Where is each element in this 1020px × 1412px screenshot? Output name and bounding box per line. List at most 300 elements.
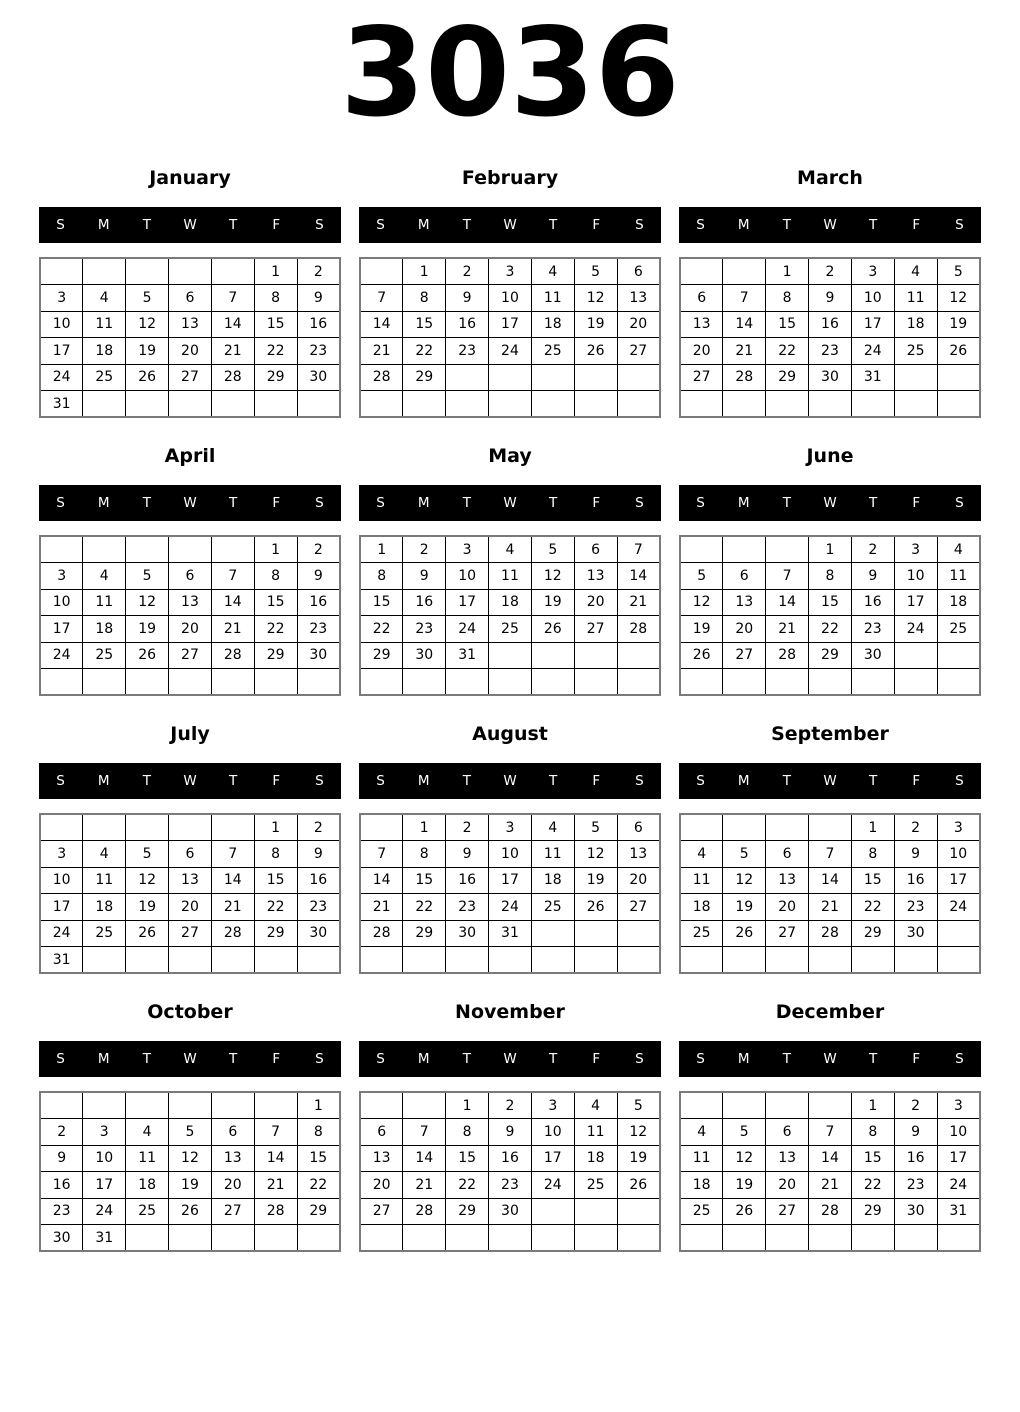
week-row xyxy=(360,589,660,616)
weekday-label: F xyxy=(272,217,281,234)
week-row xyxy=(40,589,340,616)
day-cell: 2 xyxy=(809,258,852,285)
weekday-header-bar xyxy=(39,207,341,243)
weekday-label: W xyxy=(183,773,197,790)
weekday-label: F xyxy=(272,773,281,790)
day-cell: 3 xyxy=(937,814,980,841)
day-cell: 19 xyxy=(531,589,574,616)
week-row xyxy=(360,669,660,696)
day-cell: 28 xyxy=(403,1198,446,1225)
weekday-label: S xyxy=(56,217,65,234)
day-cell: 26 xyxy=(126,642,169,669)
empty-day-cell xyxy=(937,364,980,391)
day-cell: 8 xyxy=(254,563,297,590)
weekday-header-bar xyxy=(359,207,661,243)
day-cell: 30 xyxy=(489,1198,532,1225)
day-cell: 21 xyxy=(723,338,766,365)
week-row xyxy=(40,1092,340,1119)
day-cell: 17 xyxy=(40,894,83,921)
day-cell: 6 xyxy=(211,1119,254,1146)
day-cell: 8 xyxy=(360,563,403,590)
day-cell: 12 xyxy=(169,1145,212,1172)
empty-day-cell xyxy=(360,1225,403,1252)
week-row xyxy=(680,1172,980,1199)
empty-day-cell xyxy=(531,364,574,391)
day-cell: 26 xyxy=(126,364,169,391)
day-cell: 9 xyxy=(894,841,937,868)
empty-day-cell xyxy=(574,1225,617,1252)
day-cell: 19 xyxy=(126,616,169,643)
month-days-table xyxy=(39,257,341,418)
week-row xyxy=(40,867,340,894)
day-cell: 28 xyxy=(254,1198,297,1225)
day-cell: 16 xyxy=(297,311,340,338)
weekday-label: M xyxy=(97,773,110,790)
day-cell: 3 xyxy=(489,258,532,285)
day-cell: 22 xyxy=(254,338,297,365)
empty-day-cell xyxy=(937,669,980,696)
day-cell: 16 xyxy=(40,1172,83,1199)
empty-day-cell xyxy=(403,1092,446,1119)
month-name: June xyxy=(806,445,854,468)
week-row xyxy=(360,1172,660,1199)
day-cell: 19 xyxy=(723,894,766,921)
weekday-label: S xyxy=(955,1051,964,1068)
weekday-label: M xyxy=(737,773,750,790)
weekday-label: S xyxy=(635,495,644,512)
weekday-label: T xyxy=(462,1051,471,1068)
week-row xyxy=(680,642,980,669)
day-cell: 13 xyxy=(617,285,660,312)
weekday-label: T xyxy=(142,773,151,790)
day-cell: 4 xyxy=(531,814,574,841)
day-cell: 24 xyxy=(894,616,937,643)
day-cell: 24 xyxy=(83,1198,126,1225)
day-cell: 29 xyxy=(403,364,446,391)
month-name: January xyxy=(149,167,231,190)
empty-day-cell xyxy=(937,391,980,418)
day-cell: 18 xyxy=(531,311,574,338)
empty-day-cell xyxy=(40,1092,83,1119)
empty-day-cell xyxy=(723,536,766,563)
empty-day-cell xyxy=(40,536,83,563)
month-block xyxy=(679,999,981,1259)
week-row xyxy=(40,338,340,365)
day-cell: 20 xyxy=(360,1172,403,1199)
empty-day-cell xyxy=(126,669,169,696)
month-block xyxy=(39,999,341,1259)
day-cell: 17 xyxy=(40,616,83,643)
day-cell: 20 xyxy=(766,1172,809,1199)
week-row xyxy=(40,1225,340,1252)
month-days-table xyxy=(359,535,661,696)
empty-day-cell xyxy=(894,391,937,418)
day-cell: 15 xyxy=(809,589,852,616)
day-cell: 16 xyxy=(446,867,489,894)
month-block xyxy=(39,165,341,425)
day-cell: 9 xyxy=(446,285,489,312)
day-cell: 20 xyxy=(169,894,212,921)
month-days-table xyxy=(359,813,661,974)
day-cell: 6 xyxy=(680,285,723,312)
weekday-label: S xyxy=(376,1051,385,1068)
day-cell: 21 xyxy=(360,338,403,365)
empty-day-cell xyxy=(489,642,532,669)
day-cell: 21 xyxy=(617,589,660,616)
week-row xyxy=(680,364,980,391)
day-cell: 5 xyxy=(126,841,169,868)
week-row xyxy=(680,867,980,894)
day-cell: 27 xyxy=(617,894,660,921)
week-row xyxy=(40,616,340,643)
empty-day-cell xyxy=(211,669,254,696)
day-cell: 10 xyxy=(894,563,937,590)
day-cell: 15 xyxy=(403,311,446,338)
week-row xyxy=(40,364,340,391)
empty-day-cell xyxy=(937,920,980,947)
day-cell: 14 xyxy=(809,1145,852,1172)
weekday-label: T xyxy=(869,1051,878,1068)
day-cell: 4 xyxy=(937,536,980,563)
day-cell: 7 xyxy=(211,285,254,312)
day-cell: 7 xyxy=(360,841,403,868)
week-row xyxy=(40,1172,340,1199)
weekday-label: M xyxy=(97,495,110,512)
day-cell: 3 xyxy=(937,1092,980,1119)
day-cell: 19 xyxy=(937,311,980,338)
empty-day-cell xyxy=(297,1225,340,1252)
weekday-label: T xyxy=(869,217,878,234)
day-cell: 15 xyxy=(254,589,297,616)
day-cell: 13 xyxy=(766,867,809,894)
empty-day-cell xyxy=(680,1092,723,1119)
day-cell: 27 xyxy=(574,616,617,643)
day-cell: 17 xyxy=(851,311,894,338)
day-cell: 17 xyxy=(446,589,489,616)
weekday-label: M xyxy=(737,495,750,512)
weekday-label: T xyxy=(549,495,558,512)
day-cell: 29 xyxy=(851,1198,894,1225)
weekday-label: T xyxy=(142,1051,151,1068)
week-row xyxy=(40,669,340,696)
empty-day-cell xyxy=(211,391,254,418)
weekday-label: T xyxy=(782,217,791,234)
empty-day-cell xyxy=(40,258,83,285)
day-cell: 11 xyxy=(894,285,937,312)
empty-day-cell xyxy=(766,536,809,563)
empty-day-cell xyxy=(723,814,766,841)
day-cell: 17 xyxy=(894,589,937,616)
day-cell: 29 xyxy=(809,642,852,669)
day-cell: 23 xyxy=(297,338,340,365)
day-cell: 22 xyxy=(403,894,446,921)
week-row xyxy=(40,920,340,947)
day-cell: 3 xyxy=(851,258,894,285)
day-cell: 4 xyxy=(680,841,723,868)
day-cell: 17 xyxy=(937,1145,980,1172)
day-cell: 5 xyxy=(169,1119,212,1146)
day-cell: 25 xyxy=(680,920,723,947)
weekday-header-bar xyxy=(359,763,661,799)
empty-day-cell xyxy=(489,669,532,696)
day-cell: 16 xyxy=(403,589,446,616)
day-cell: 4 xyxy=(126,1119,169,1146)
day-cell: 6 xyxy=(723,563,766,590)
day-cell: 26 xyxy=(169,1198,212,1225)
day-cell: 20 xyxy=(169,616,212,643)
empty-day-cell xyxy=(446,1225,489,1252)
day-cell: 16 xyxy=(809,311,852,338)
day-cell: 15 xyxy=(766,311,809,338)
empty-day-cell xyxy=(894,1225,937,1252)
day-cell: 20 xyxy=(574,589,617,616)
month-name: May xyxy=(488,445,532,468)
day-cell: 2 xyxy=(446,258,489,285)
day-cell: 4 xyxy=(489,536,532,563)
day-cell: 4 xyxy=(680,1119,723,1146)
empty-day-cell xyxy=(169,536,212,563)
day-cell: 11 xyxy=(531,841,574,868)
day-cell: 2 xyxy=(489,1092,532,1119)
weekday-label: T xyxy=(869,773,878,790)
empty-day-cell xyxy=(169,1092,212,1119)
empty-day-cell xyxy=(360,258,403,285)
day-cell: 24 xyxy=(40,364,83,391)
day-cell: 26 xyxy=(126,920,169,947)
week-row xyxy=(680,947,980,974)
empty-day-cell xyxy=(680,536,723,563)
weekday-label: F xyxy=(912,1051,921,1068)
day-cell: 14 xyxy=(360,867,403,894)
weekday-label: T xyxy=(782,773,791,790)
week-row xyxy=(40,311,340,338)
month-block xyxy=(679,721,981,981)
week-row xyxy=(680,616,980,643)
day-cell: 2 xyxy=(40,1119,83,1146)
week-row xyxy=(680,258,980,285)
empty-day-cell xyxy=(680,258,723,285)
day-cell: 19 xyxy=(723,1172,766,1199)
empty-day-cell xyxy=(169,258,212,285)
day-cell: 23 xyxy=(489,1172,532,1199)
day-cell: 22 xyxy=(766,338,809,365)
week-row xyxy=(40,894,340,921)
day-cell: 9 xyxy=(403,563,446,590)
day-cell: 13 xyxy=(360,1145,403,1172)
weekday-label: S xyxy=(696,217,705,234)
day-cell: 24 xyxy=(446,616,489,643)
month-name: August xyxy=(472,723,548,746)
day-cell: 1 xyxy=(851,1092,894,1119)
day-cell: 20 xyxy=(680,338,723,365)
week-row xyxy=(360,311,660,338)
weekday-label: W xyxy=(503,495,517,512)
day-cell: 24 xyxy=(40,642,83,669)
empty-day-cell xyxy=(446,364,489,391)
weekday-label: S xyxy=(635,217,644,234)
day-cell: 7 xyxy=(360,285,403,312)
week-row xyxy=(40,563,340,590)
day-cell: 8 xyxy=(403,841,446,868)
day-cell: 3 xyxy=(446,536,489,563)
day-cell: 3 xyxy=(83,1119,126,1146)
day-cell: 29 xyxy=(446,1198,489,1225)
day-cell: 17 xyxy=(531,1145,574,1172)
empty-day-cell xyxy=(574,669,617,696)
day-cell: 12 xyxy=(126,589,169,616)
day-cell: 1 xyxy=(403,258,446,285)
day-cell: 12 xyxy=(617,1119,660,1146)
week-row xyxy=(360,894,660,921)
empty-day-cell xyxy=(126,814,169,841)
week-row xyxy=(40,642,340,669)
day-cell: 5 xyxy=(937,258,980,285)
day-cell: 1 xyxy=(297,1092,340,1119)
day-cell: 30 xyxy=(446,920,489,947)
empty-day-cell xyxy=(894,642,937,669)
day-cell: 21 xyxy=(211,338,254,365)
weekday-label: M xyxy=(417,217,430,234)
day-cell: 4 xyxy=(531,258,574,285)
weekday-header-bar xyxy=(39,1041,341,1077)
day-cell: 22 xyxy=(809,616,852,643)
week-row xyxy=(360,285,660,312)
empty-day-cell xyxy=(809,947,852,974)
empty-day-cell xyxy=(766,669,809,696)
day-cell: 20 xyxy=(617,311,660,338)
day-cell: 15 xyxy=(254,867,297,894)
empty-day-cell xyxy=(617,391,660,418)
week-row xyxy=(680,285,980,312)
day-cell: 11 xyxy=(83,867,126,894)
months-grid xyxy=(0,165,1020,1259)
day-cell: 27 xyxy=(169,364,212,391)
weekday-label: W xyxy=(503,773,517,790)
empty-day-cell xyxy=(489,391,532,418)
month-days-table xyxy=(359,1091,661,1252)
day-cell: 6 xyxy=(574,536,617,563)
week-row xyxy=(360,1225,660,1252)
day-cell: 11 xyxy=(574,1119,617,1146)
day-cell: 5 xyxy=(531,536,574,563)
day-cell: 5 xyxy=(723,841,766,868)
week-row xyxy=(680,920,980,947)
day-cell: 10 xyxy=(489,841,532,868)
empty-day-cell xyxy=(531,947,574,974)
day-cell: 14 xyxy=(211,867,254,894)
empty-day-cell xyxy=(680,391,723,418)
day-cell: 17 xyxy=(83,1172,126,1199)
day-cell: 23 xyxy=(894,894,937,921)
empty-day-cell xyxy=(617,947,660,974)
day-cell: 27 xyxy=(680,364,723,391)
week-row xyxy=(360,391,660,418)
day-cell: 14 xyxy=(766,589,809,616)
weekday-label: F xyxy=(272,1051,281,1068)
weekday-label: M xyxy=(737,1051,750,1068)
empty-day-cell xyxy=(360,947,403,974)
day-cell: 13 xyxy=(723,589,766,616)
day-cell: 4 xyxy=(574,1092,617,1119)
month-name: October xyxy=(147,1001,233,1024)
day-cell: 18 xyxy=(680,1172,723,1199)
day-cell: 31 xyxy=(489,920,532,947)
day-cell: 2 xyxy=(851,536,894,563)
day-cell: 21 xyxy=(809,1172,852,1199)
week-row xyxy=(360,616,660,643)
empty-day-cell xyxy=(360,669,403,696)
empty-day-cell xyxy=(211,536,254,563)
empty-day-cell xyxy=(723,391,766,418)
weekday-label: F xyxy=(592,773,601,790)
empty-day-cell xyxy=(126,391,169,418)
month-days-table xyxy=(679,535,981,696)
weekday-label: S xyxy=(315,217,324,234)
empty-day-cell xyxy=(531,1225,574,1252)
day-cell: 3 xyxy=(894,536,937,563)
day-cell: 10 xyxy=(851,285,894,312)
empty-day-cell xyxy=(83,669,126,696)
day-cell: 9 xyxy=(894,1119,937,1146)
day-cell: 6 xyxy=(169,841,212,868)
empty-day-cell xyxy=(723,1092,766,1119)
day-cell: 28 xyxy=(360,920,403,947)
day-cell: 28 xyxy=(617,616,660,643)
day-cell: 31 xyxy=(851,364,894,391)
day-cell: 16 xyxy=(297,867,340,894)
day-cell: 26 xyxy=(617,1172,660,1199)
day-cell: 19 xyxy=(126,894,169,921)
day-cell: 20 xyxy=(617,867,660,894)
day-cell: 30 xyxy=(809,364,852,391)
week-row xyxy=(40,391,340,418)
day-cell: 8 xyxy=(297,1119,340,1146)
week-row xyxy=(680,669,980,696)
empty-day-cell xyxy=(766,947,809,974)
weekday-label: S xyxy=(315,495,324,512)
empty-day-cell xyxy=(360,814,403,841)
weekday-label: F xyxy=(912,773,921,790)
weekday-label: M xyxy=(737,217,750,234)
week-row xyxy=(360,563,660,590)
empty-day-cell xyxy=(617,669,660,696)
weekday-label: S xyxy=(635,1051,644,1068)
day-cell: 14 xyxy=(211,589,254,616)
weekday-label: W xyxy=(503,217,517,234)
month-name: December xyxy=(775,1001,885,1024)
day-cell: 12 xyxy=(723,867,766,894)
empty-day-cell xyxy=(574,391,617,418)
empty-day-cell xyxy=(851,1225,894,1252)
week-row xyxy=(360,920,660,947)
empty-day-cell xyxy=(531,669,574,696)
week-row xyxy=(680,1092,980,1119)
empty-day-cell xyxy=(617,1198,660,1225)
day-cell: 28 xyxy=(723,364,766,391)
day-cell: 15 xyxy=(403,867,446,894)
week-row xyxy=(360,338,660,365)
day-cell: 18 xyxy=(126,1172,169,1199)
day-cell: 12 xyxy=(680,589,723,616)
day-cell: 31 xyxy=(40,947,83,974)
weekday-label: S xyxy=(56,1051,65,1068)
empty-day-cell xyxy=(531,391,574,418)
day-cell: 25 xyxy=(489,616,532,643)
day-cell: 15 xyxy=(254,311,297,338)
weekday-label: W xyxy=(823,773,837,790)
day-cell: 12 xyxy=(574,285,617,312)
day-cell: 8 xyxy=(766,285,809,312)
